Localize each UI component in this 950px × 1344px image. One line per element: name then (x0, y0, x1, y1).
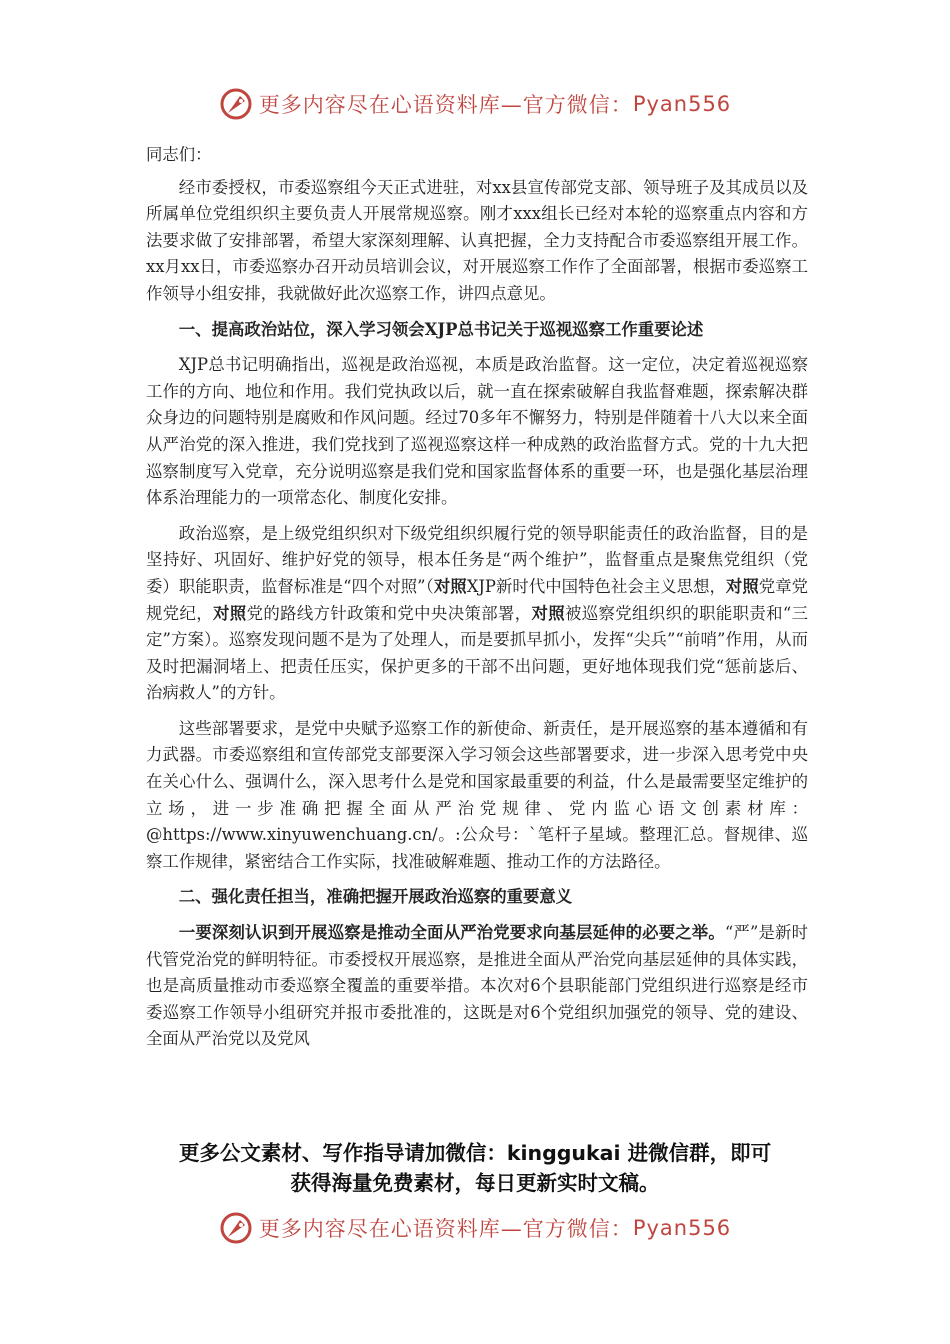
banner-wechat-id: Pyan556 (632, 1216, 732, 1240)
paragraph-4-text: “严”是新时代管党治党的鲜明特征。市委授权开展巡察，是推进全面从严治党向基层延伸的具体实践，也是高质量推动市委巡察全覆盖的重要举措。本次对6个县职能部门党组织进行巡察是经市委巡察工作领导小组研究并报市委批准的，这既是对6个党组织加强党的领导、党的建设、全面从严治党以及党风 (146, 923, 808, 1049)
emphasis-duizhao-3: 对照 (213, 603, 247, 623)
banner-text: 更多内容尽在心语资料库—官方微信： (258, 93, 633, 117)
document-body (146, 142, 808, 1053)
promo-line-1: 更多公文素材、写作指导请加微信：kinggukai 进微信群，即可 (178, 1141, 772, 1165)
greeting: 同志们： (146, 145, 212, 164)
header-banner (0, 82, 950, 126)
paragraph-4-lead: 一要深刻认识到开展巡察是推动全面从严治党要求向基层延伸的必要之举。 (178, 923, 725, 943)
paragraph-4 (146, 920, 808, 1053)
paragraph-2-text-c: 党章党规党纪， (146, 576, 809, 623)
emphasis-duizhao-4: 对照 (531, 603, 566, 623)
paragraph-2-text-e: 被巡察党组织织的职能职责和“三定”方案）。巡察发现问题不是为了处理人，而是要抓早抓小，发挥“尖兵”“前哨”作用，从而及时把漏洞堵上、把责任压实，保护更多的干部不出问题，更好地体现我们党“惩前毖后、治病救人”的方针。 (146, 603, 809, 703)
paragraph-3: 这些部署要求，是党中央赋予巡察工作的新使命、新责任，是开展巡察的基本遵循和有力武器。市委巡察组和宣传部党支部要深入学习领会这些部署要求，进一步深入思考党中央在关心什么、强调什么，深入思考什么是党和国家最重要的利益，什么是最需要坚定维护的立场，进一步准确把握全面从严治党规律、党内监心语文创素材库：@https://www.xinyuwenchuang.cn/。:公众号：`笔杆子星域。整理汇总。督规律、巡察工作规律，紧密结合工作实际，找准破解难题、推动工作的方法路径。 (146, 718, 808, 871)
paragraph-2 (146, 521, 808, 707)
footer-banner (0, 1206, 950, 1250)
banner-wechat-id: Pyan556 (632, 92, 732, 116)
promo-notice (120, 1138, 830, 1198)
section-heading-1: 一、提高政治站位，深入学习领会XJP总书记关于巡视巡察工作重要论述 (178, 319, 704, 339)
section-heading-2: 二、强化责任担当，准确把握开展政治巡察的重要意义 (178, 887, 573, 907)
intro-paragraph: 经市委授权，市委巡察组今天正式进驻，对xx县宣传部党支部、领导班子及其成员以及所属单位党组织织主要负责人开展常规巡察。刚才xxx组长已经对本轮的巡察重点内容和方法要求做了安排部署，希望大家深刻理解、认真把握，全力支持配合市委巡察组开展工作。xx月xx日，市委巡察办召开动员培训会议，对开展巡察工作作了全面部署，根据市委巡察工作领导小组安排，我就做好此次巡察工作，讲四点意见。 (146, 177, 808, 303)
emphasis-duizhao-1: 对照 (433, 576, 467, 596)
paragraph-2-text-a: 政治巡察，是上级党组织织对下级党组织织履行党的领导职能责任的政治监督，目的是坚持好、巩固好、维护好党的领导，根本任务是“两个维护”，监督重点是聚焦党组织（党委）职能职责，监督标准是“四个对照”（ (146, 523, 808, 596)
promo-line-2: 获得海量免费素材，每日更新实时文稿。 (290, 1171, 660, 1195)
paragraph-1: XJP总书记明确指出，巡视是政治巡视，本质是政治监督。这一定位，决定着巡视巡察工作的方向、地位和作用。我们党执政以后，就一直在探索破解自我监督难题，探索解决群众身边的问题特别是腐败和作风问题。经过70多年不懈努力，特别是伴随着十八大以来全面从严治党的深入推进，我们党找到了巡视巡察这样一种成熟的政治监督方式。党的十九大把巡察制度写入党章，充分说明巡察是我们党和国家监督体系的重要一环，也是强化基层治理体系治理能力的一项常态化、制度化安排。 (146, 355, 808, 508)
paragraph-2-text-b: XJP新时代中国特色社会主义思想， (466, 576, 726, 596)
emphasis-duizhao-2: 对照 (725, 576, 759, 596)
pen-nib-icon (219, 1211, 253, 1245)
pen-nib-icon (219, 87, 253, 121)
banner-text: 更多内容尽在心语资料库—官方微信： (258, 1217, 633, 1241)
paragraph-2-text-d: 党的路线方针政策和党中央决策部署， (246, 603, 532, 623)
